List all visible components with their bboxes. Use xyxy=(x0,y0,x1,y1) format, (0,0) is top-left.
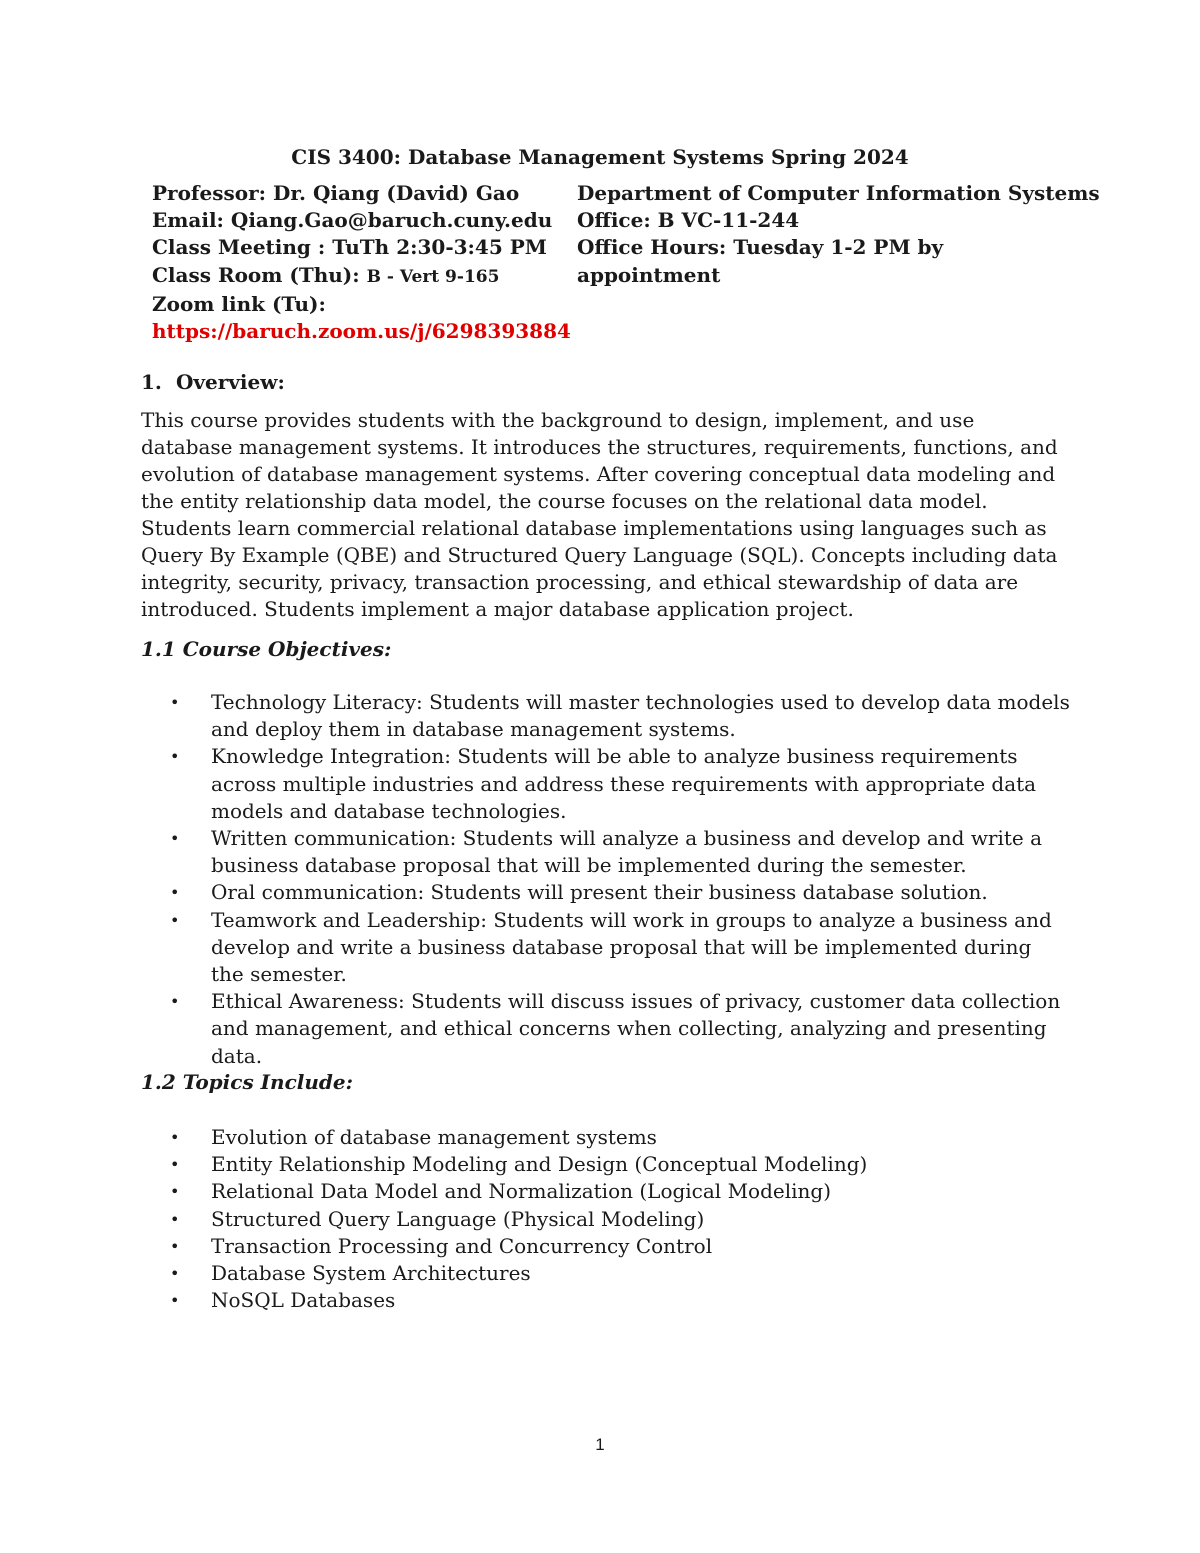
class-room-value: B - Vert 9-165 xyxy=(366,266,500,287)
instructor-info xyxy=(152,180,571,345)
bullet-icon: • xyxy=(170,1209,180,1229)
list-item: • Evolution of database management systems xyxy=(170,1124,1070,1151)
department-line: Department of Computer Information Systems xyxy=(577,181,1100,205)
bullet-icon: • xyxy=(170,1155,180,1175)
list-item: • NoSQL Databases xyxy=(170,1287,1070,1314)
list-item: • Database System Architectures xyxy=(170,1260,1070,1287)
list-item: • Technology Literacy: Students will master technologies used to develop data models and deploy them in database management systems. xyxy=(170,690,1070,742)
zoom-link[interactable]: https://baruch.zoom.us/j/6298393884 xyxy=(152,319,571,344)
list-item: • Knowledge Integration: Students will be able to analyze business requirements across multiple industries and address these requirements with appropriate data models and database technologies. xyxy=(170,744,1037,823)
list-item: • Written communication: Students will analyze a business and develop and write a business database proposal that will be implemented during the semester. xyxy=(170,826,1043,878)
topics-heading: 1.2 Topics Include: xyxy=(141,1070,353,1094)
topics-list xyxy=(170,1124,1070,1314)
list-item: • Relational Data Model and Normalization (Logical Modeling) xyxy=(170,1178,1070,1205)
bullet-icon: • xyxy=(170,829,180,849)
list-item: • Structured Query Language (Physical Modeling) xyxy=(170,1206,1070,1233)
page-title: CIS 3400: Database Management Systems Spring 2024 xyxy=(291,145,909,169)
overview-heading-text: Overview: xyxy=(176,370,285,394)
bullet-icon: • xyxy=(170,693,180,712)
bullet-icon: • xyxy=(170,1291,180,1311)
overview-paragraph: This course provides students with the background to design, implement, and use database management systems. It introduces the structures, requirements, functions, and evolution of database management systems. After covering conceptual data modeling and the entity relationship data model, the course focuses on the relational data model. Students learn commercial relational database implementations using languages such as Query By Example (QBE) and Structured Query Language (SQL). Concepts including data integrity, security, privacy, transaction processing, and ethical stewardship of data are introduced. Students implement a major database application project. xyxy=(141,408,1058,621)
bullet-icon: • xyxy=(170,910,180,930)
office-hours-line-cont: appointment xyxy=(577,262,721,287)
class-meeting-line: Class Meeting : TuTh 2:30-3:45 PM xyxy=(152,235,547,260)
list-item: • Entity Relationship Modeling and Design (Conceptual Modeling) xyxy=(170,1151,1070,1178)
overview-number: 1. xyxy=(141,370,162,394)
bullet-icon: • xyxy=(170,1264,180,1284)
email-line: Email: Qiang.Gao@baruch.cuny.edu xyxy=(152,208,553,233)
list-item: • Oral communication: Students will present their business database solution. xyxy=(170,879,1070,906)
zoom-label: Zoom link (Tu): xyxy=(152,291,326,316)
list-item: • Teamwork and Leadership: Students will work in groups to analyze a business and develop and write a business database proposal that will be implemented during the semester. xyxy=(170,907,1052,987)
class-room-label: Class Room (Thu): xyxy=(152,262,367,287)
department-info xyxy=(577,180,1100,289)
objectives-list xyxy=(170,689,1070,1070)
office-hours-line: Office Hours: Tuesday 1-2 PM by xyxy=(577,235,944,260)
office-line: Office: B VC-11-244 xyxy=(577,208,800,233)
bullet-icon: • xyxy=(170,1236,180,1256)
page-number: 1 xyxy=(595,1435,605,1454)
bullet-icon: • xyxy=(170,1128,180,1147)
bullet-icon: • xyxy=(170,747,180,767)
overview-heading xyxy=(141,369,285,396)
bullet-icon: • xyxy=(170,883,180,903)
list-item: • Transaction Processing and Concurrency Control xyxy=(170,1233,1070,1260)
class-room-line xyxy=(152,262,562,291)
list-item: • Ethical Awareness: Students will discuss issues of privacy, customer data collection and management, and ethical concerns when collecting, analyzing and presenting data. xyxy=(170,989,1061,1068)
objectives-heading: 1.1 Course Objectives: xyxy=(141,637,392,661)
professor-line: Professor: Dr. Qiang (David) Gao xyxy=(152,181,520,205)
bullet-icon: • xyxy=(170,992,180,1012)
bullet-icon: • xyxy=(170,1182,180,1202)
